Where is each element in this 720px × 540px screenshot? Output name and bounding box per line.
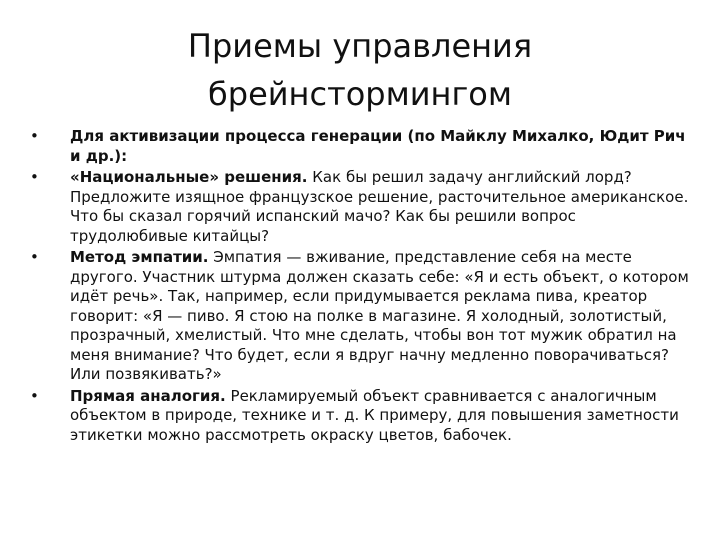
bullet-icon: • xyxy=(30,168,39,186)
bullet-lead: Прямая аналогия. xyxy=(70,386,226,405)
bullet-item xyxy=(30,168,695,246)
slide-title-line-2: брейнстормингом xyxy=(208,75,512,113)
bullet-text: Как бы решил задачу английский лорд? Предложите изящное французское решение, расточительное американское. Что бы сказал горячий испанский мачо? Как бы решили вопрос трудолюбивые китайцы? xyxy=(70,168,689,245)
bullet-text: Эмпатия — вживание, представление себя на месте другого. Участник штурма должен сказать себе: «Я и есть объект, о котором идёт речь». Так, например, если придумывается реклама пива, креатор говорит: «Я — пиво. Я стою на полке в магазине. Я холодный, золотистый, прозрачный, хмелистый. Что мне сделать, чтобы вон тот мужик обратил на меня внимание? Что будет, если я вдруг начну медленно поворачиваться? Или позвякивать?» xyxy=(70,248,689,383)
bullet-text: Рекламируемый объект сравнивается с аналогичным объектом в природе, технике и т. д. К примеру, для повышения заметности этикетки можно рассмотреть окраску цветов, бабочек. xyxy=(70,386,679,444)
slide-title xyxy=(100,22,620,118)
bullet-item xyxy=(30,127,695,166)
bullet-icon: • xyxy=(30,127,39,145)
bullet-icon: • xyxy=(30,248,39,266)
bullet-lead: Метод эмпатии. xyxy=(70,248,209,266)
bullet-lead: «Национальные» решения. xyxy=(70,168,308,186)
bullet-lead: Для активизации процесса генерации (по Майклу Михалко, Юдит Рич и др.): xyxy=(70,127,686,165)
bullet-icon: • xyxy=(30,386,39,405)
bullet-list xyxy=(30,127,695,447)
bullet-item xyxy=(30,248,695,385)
slide-title-line-1: Приемы управления xyxy=(187,27,533,65)
bullet-item xyxy=(30,387,695,446)
